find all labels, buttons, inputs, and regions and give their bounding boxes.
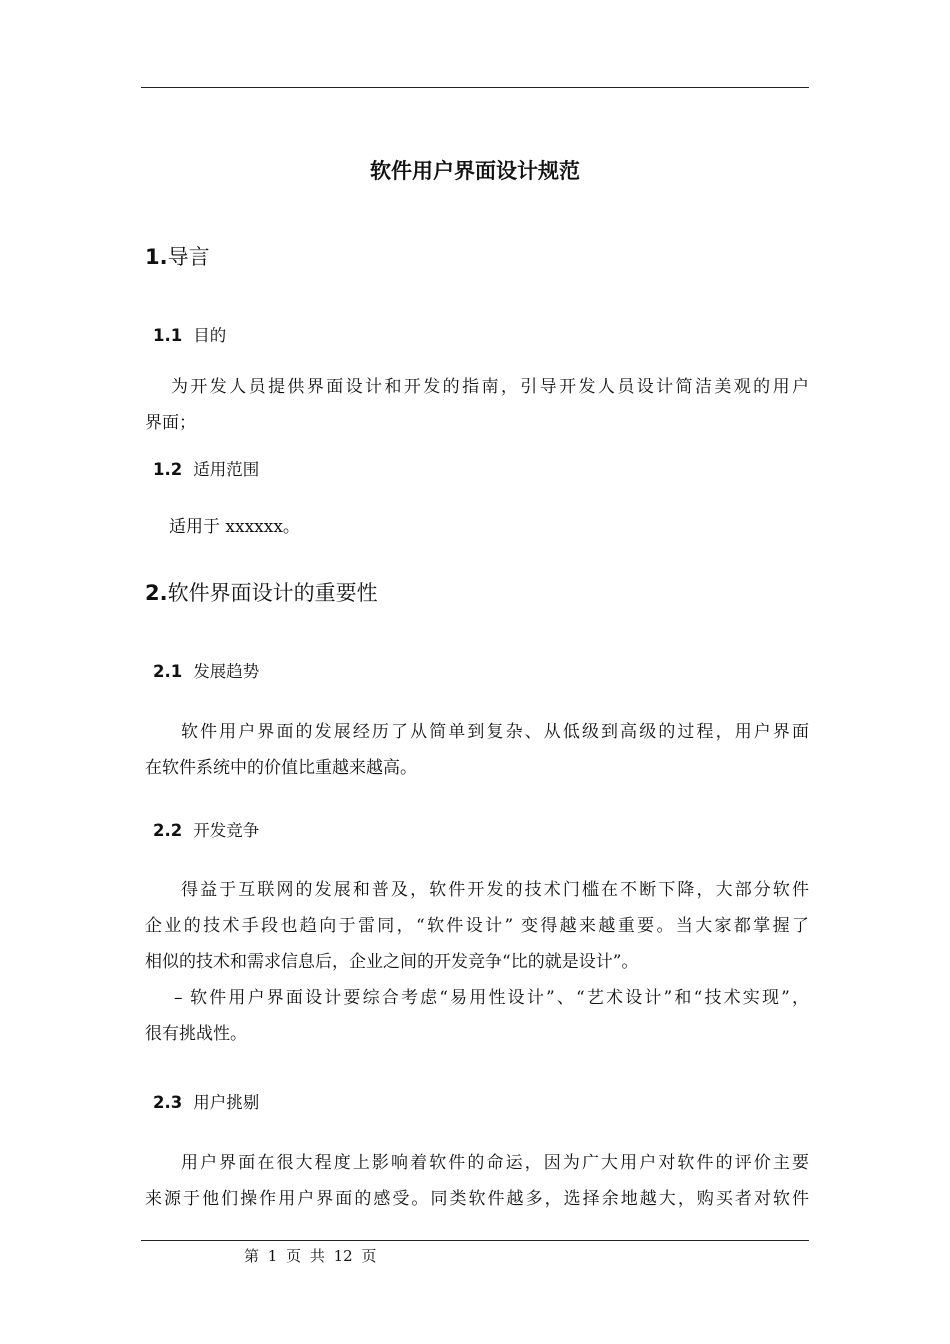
paragraph-line: 很有挑战性。 <box>145 1024 247 1044</box>
paragraph-2-2 <box>145 872 809 1052</box>
subsection-heading-2-2 <box>153 817 259 841</box>
paragraph-2-3 <box>145 1145 809 1217</box>
paragraph-line: 为开发人员提供界面设计和开发的指南，引导开发人员设计简洁美观的用户 <box>171 377 809 397</box>
subsection-heading-1-1 <box>153 322 226 346</box>
footer-rule <box>141 1240 809 1241</box>
section-heading-2 <box>145 577 378 607</box>
subsection-heading-2-3 <box>153 1089 259 1113</box>
subsection-title: 适用范围 <box>193 460 260 479</box>
subsection-title: 目的 <box>193 326 227 345</box>
paragraph-line: 来源于他们操作用户界面的感受。同类软件越多，选择余地越大，购买者对软件 <box>145 1189 809 1209</box>
subsection-number: 2.3 <box>153 1093 183 1112</box>
paragraph-1-2: 适用于 xxxxxx。 <box>169 517 300 537</box>
subsection-number: 1.1 <box>153 326 183 345</box>
paragraph-line: – 软件用户界面设计要综合考虑“易用性设计”、“艺术设计”和“技术实现”， <box>174 988 809 1008</box>
paragraph-line: 在软件系统中的价值比重越来越高。 <box>145 758 417 778</box>
paragraph-line: 相似的技术和需求信息后，企业之间的开发竞争“比的就是设计”。 <box>145 952 639 972</box>
subsection-title: 用户挑剔 <box>193 1093 260 1112</box>
section-number: 1. <box>145 245 168 269</box>
header-rule <box>141 87 809 88</box>
subsection-heading-2-1 <box>153 658 259 682</box>
page-number: 第 1 页 共 12 页 <box>244 1247 377 1265</box>
paragraph-line: 界面； <box>145 413 196 433</box>
subsection-title: 开发竞争 <box>193 821 260 840</box>
paragraph-line: 企业的技术手段也趋向于雷同，“软件设计” 变得越来越重要。当大家都掌握了 <box>145 916 809 936</box>
section-title: 软件界面设计的重要性 <box>167 581 378 605</box>
section-number: 2. <box>145 581 168 605</box>
subsection-number: 2.2 <box>153 821 183 840</box>
document-title: 软件用户界面设计规范 <box>370 158 580 183</box>
section-title: 导言 <box>167 245 210 269</box>
subsection-number: 1.2 <box>153 460 183 479</box>
paragraph-line: 软件用户界面的发展经历了从简单到复杂、从低级到高级的过程，用户界面 <box>181 722 809 742</box>
subsection-title: 发展趋势 <box>193 662 260 681</box>
paragraph-1-1 <box>145 369 809 441</box>
paragraph-line: 得益于互联网的发展和普及，软件开发的技术门槛在不断下降，大部分软件 <box>181 880 809 900</box>
subsection-heading-1-2 <box>153 456 259 480</box>
section-heading-1 <box>145 241 210 271</box>
paragraph-2-1 <box>145 714 809 786</box>
paragraph-line: 用户界面在很大程度上影响着软件的命运，因为广大用户对软件的评价主要 <box>181 1153 809 1173</box>
subsection-number: 2.1 <box>153 662 183 681</box>
